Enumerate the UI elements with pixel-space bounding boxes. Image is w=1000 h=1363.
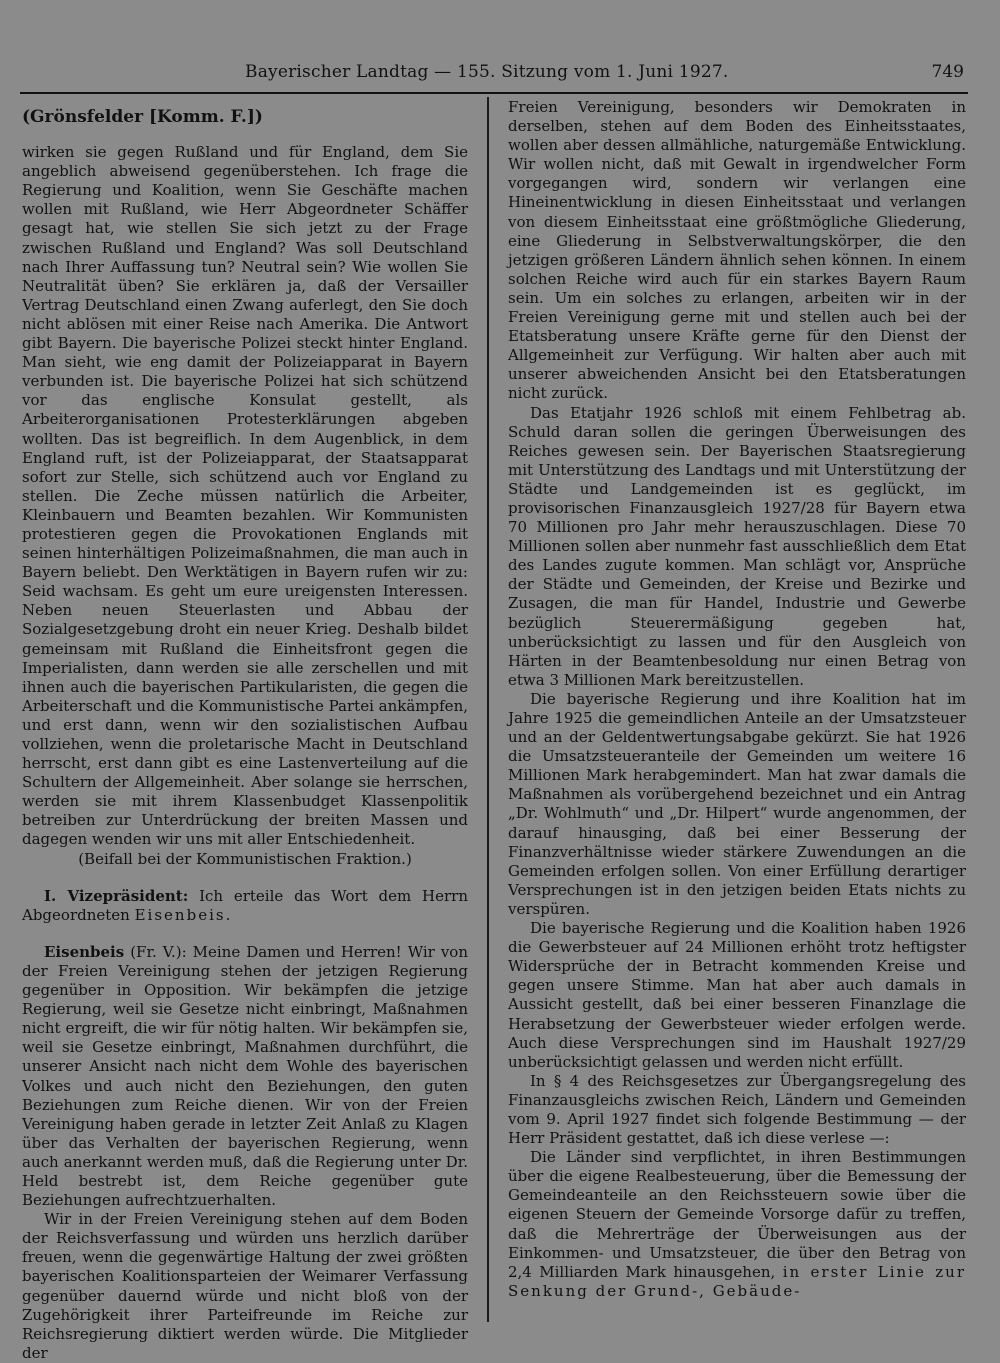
paragraph: wirken sie gegen Rußland und für England, dem Sie angeblich abweisend gegenüberstehen. Ich frage die Regierung und Koalition, wenn Sie Geschäfte machen wollen mit Rußland, wie Herr Abgeordneter Schäffer gesagt hat, wie stellen Sie sich jetzt zu der Frage zwischen Rußland und England? Was soll Deutschland nach Ihrer Auffassung tun? Neutral sein? Wie wollen Sie Neutralität üben? Sie erklären ja, daß der Versailler Vertrag Deutschland einen Zwang auferlegt, den Sie doch nicht ablösen mit einer Reise nach Amerika. Die Antwort gibt Bayern. Die bayerische Polizei steckt hinter England. Man sieht, wie eng damit der Polizeiapparat in Bayern verbunden ist. Die bayerische Polizei hat sich schützend vor das englische Konsulat gestellt, als Arbeiterorganisationen Protesterklärungen abgeben wollten. Das ist begreiflich. In dem Augenblick, in dem England ruft, ist der Polizeiapparat, der Staatsapparat sofort zur Stelle, sich schützend auch vor England zu stellen. Die Zeche müssen natürlich die Arbeiter, Kleinbauern und Beamten bezahlen. Wir Kommunisten protestieren gegen die Provokationen Englands mit seinen hinterhältigen Polizeimaßnahmen, die man auch in Bayern beliebt. Den Werktätigen in Bayern rufen wir zu: Seid wachsam. Es geht um eure ureigensten Interessen. Neben neuen Steuerlasten und Abbau der Sozialgesetzgebung droht ein neuer Krieg. Deshalb bildet gemeinsam mit Rußland die Einheitsfront gegen die Imperialisten, dann werden sie alle zerschellen und mit ihnen auch die bayerischen Partikularisten, die gegen die Arbeiterschaft und die Kommunistische Partei ankämpfen, und erst dann, wenn wir den sozialistischen Aufbau vollziehen, wenn die proletarische Macht in Deutschland herrscht, erst dann gibt es eine Lastenverteilung auf die Schultern der Allgemeinheit. Aber solange sie herrschen, werden sie mit ihrem Klassenbudget Klassenpolitik betreiben zur Unterdrückung der breiten Massen und dagegen wenden wir uns mit aller Entschiedenheit. <box>22 143 468 849</box>
speaker-label: Eisenbeis <box>44 942 125 961</box>
vice-president-paragraph <box>22 887 468 925</box>
header-title: Bayerischer Landtag — 155. Sitzung vom 1. Juni 1927. <box>245 62 729 82</box>
applause-note: (Beifall bei der Kommunistischen Fraktion.) <box>78 849 412 868</box>
page-number: 749 <box>931 62 964 82</box>
quoted-provision <box>508 1148 966 1301</box>
vp-text: Ich erteile das Wort dem Herrn Abgeordneten <box>22 886 468 924</box>
page-header <box>0 58 1000 88</box>
continued-speaker: (Grönsfelder [Komm. F.]) <box>22 107 263 127</box>
party-label: (Fr. V.): <box>130 942 187 961</box>
header-rule <box>20 92 968 94</box>
left-column <box>22 98 468 1363</box>
speech-text: Meine Damen und Herren! Wir von der Freien Vereinigung stehen der jetzigen Regierung gegenüber in Opposition. Wir bekämpfen die jetzige Regierung, weil sie Gesetze nicht einbringt, Maßnahmen nicht ergreift, die wir für nötig halten. Wir bekämpfen sie, weil sie Gesetze einbringt, Maßnahmen durchführt, die unserer Ansicht nach nicht dem Wohle des bayerischen Volkes und auch nicht den Beziehungen, den guten Beziehungen zum Reiche dienen. Wir von der Freien Vereinigung haben gerade in letzter Zeit Anlaß zu Klagen über das Verhalten der bayerischen Regierung, wenn auch anerkannt werden muß, daß die Regierung unter Dr. Held bestrebt ist, dem Reiche gegenüber gute Beziehungen aufrechtzuerhalten. <box>22 942 468 1210</box>
speaker-label: I. Vizepräsident: <box>44 886 189 905</box>
quote-spaced-text: in erster Linie zur Senkung der Grund-, Gebäude- <box>508 1262 966 1300</box>
paragraph: Wir in der Freien Vereinigung stehen auf dem Boden der Reichsverfassung und würden uns herzlich darüber freuen, wenn die gegenwärtige Haltung der zwei größten bayerischen Koalitionsparteien der Weimarer Verfassung gegenüber dauernd würde und nicht bloß von der Zugehörigkeit ihrer Parteifreunde im Reiche zur Reichsregierung diktiert werden würde. Die Mitglieder der <box>22 1210 468 1362</box>
paragraph: Freien Vereinigung, besonders wir Demokraten in derselben, stehen auf dem Boden des Einheitsstaates, wollen aber dessen allmähliche, naturgemäße Entwicklung. Wir wollen nicht, daß mit Gewalt in irgendwelcher Form vorgegangen wird, sondern wir verlangen eine Hineinentwicklung in diesen Einheitsstaat und verlangen von diesem Einheitsstaat eine größtmögliche Gliederung, eine Gliederung in Selbstverwaltungskörper, die den jetzigen größeren Ländern ähnlich sehen können. In einem solchen Reiche wird auch für ein starkes Bayern Raum sein. Um ein solches zu erlangen, arbeiten wir in der Freien Vereinigung gerne mit und stellen auch bei der Etatsberatung unsere Kräfte gerne für den Dienst der Allgemeinheit zur Verfügung. Wir halten aber auch mit unserer abweichenden Ansicht bei den Etatsberatungen nicht zurück. <box>508 98 966 403</box>
column-separator <box>487 97 489 1322</box>
eisenbeis-paragraph <box>22 943 468 1210</box>
paragraph: In § 4 des Reichsgesetzes zur Übergangsregelung des Finanzausgleichs zwischen Reich, Ländern und Gemeinden vom 9. April 1927 findet sich folgende Bestimmung — der Herr Präsident gestattet, daß ich diese verlese —: <box>508 1071 966 1148</box>
paragraph: Die bayerische Regierung und ihre Koalition hat im Jahre 1925 die gemeindlichen Anteile an der Umsatzsteuer und an der Geldentwertungsabgabe gekürzt. Sie hat 1926 die Umsatzsteueranteile der Gemeinden um weitere 16 Millionen Mark herabgemindert. Man hat zwar damals die Maßnahmen als vorübergehend bezeichnet und ein Antrag „Dr. Wohlmuth“ und „Dr. Hilpert“ wurde angenommen, der darauf hinausging, daß bei einer Besserung der Finanzverhältnisse wieder stärkere Zuwendungen an die Gemeinden erfolgen sollen. Von einer Erfüllung derartiger Versprechungen ist in den jetzigen beiden Etats nichts zu verspüren. <box>508 689 966 918</box>
quote-text: Die Länder sind verpflichtet, in ihren Bestimmungen über die eigene Realbesteuerung, über die Bemessung der Gemeindeanteile an den Reichssteuern sowie über die eigenen Steuern der Gemeinde Vorsorge dafür zu treffen, daß die Mehrerträge der Überweisungen aus der Einkommen- und Umsatzsteuer, die über den Betrag von 2,4 Milliarden Mark hinausgehen, <box>508 1148 966 1281</box>
paragraph: Die bayerische Regierung und die Koalition haben 1926 die Gewerbsteuer auf 24 Millionen erhöht trotz heftigster Widersprüche der in Betracht kommenden Kreise und gegen unsere Stimme. Man hat aber auch damals in Aussicht gestellt, daß bei einer besseren Finanzlage die Herabsetzung der Gewerbsteuer wieder erfolgen werde. Auch diese Versprechungen sind im Haushalt 1927/29 unberücksichtigt gelassen und werden nicht erfüllt. <box>508 919 966 1071</box>
paragraph: Das Etatjahr 1926 schloß mit einem Fehlbetrag ab. Schuld daran sollen die geringen Überweisungen des Reiches gewesen sein. Der Bayerischen Staatsregierung mit Unterstützung des Landtags und mit Unterstützung der Städte und Landgemeinden ist es geglückt, im provisorischen Finanzausgleich 1927/28 für Bayern etwa 70 Millionen pro Jahr mehr herauszuschlagen. Diese 70 Millionen sollen aber nunmehr fast ausschließlich dem Etat des Landes zugute kommen. Man schlägt vor, Ansprüche der Städte und Gemeinden, der Kreise und Bezirke und Zusagen, die man für Handel, Industrie und Gewerbe bezüglich Steuerermäßigung gegeben hat, unberücksichtigt zu lassen und für den Ausgleich von Härten in der Beamtenbesoldung nur einen Betrag von etwa 3 Millionen Mark bereitzustellen. <box>508 403 966 689</box>
speaker-name: Eisenbeis. <box>134 905 233 924</box>
right-column <box>508 98 966 1301</box>
